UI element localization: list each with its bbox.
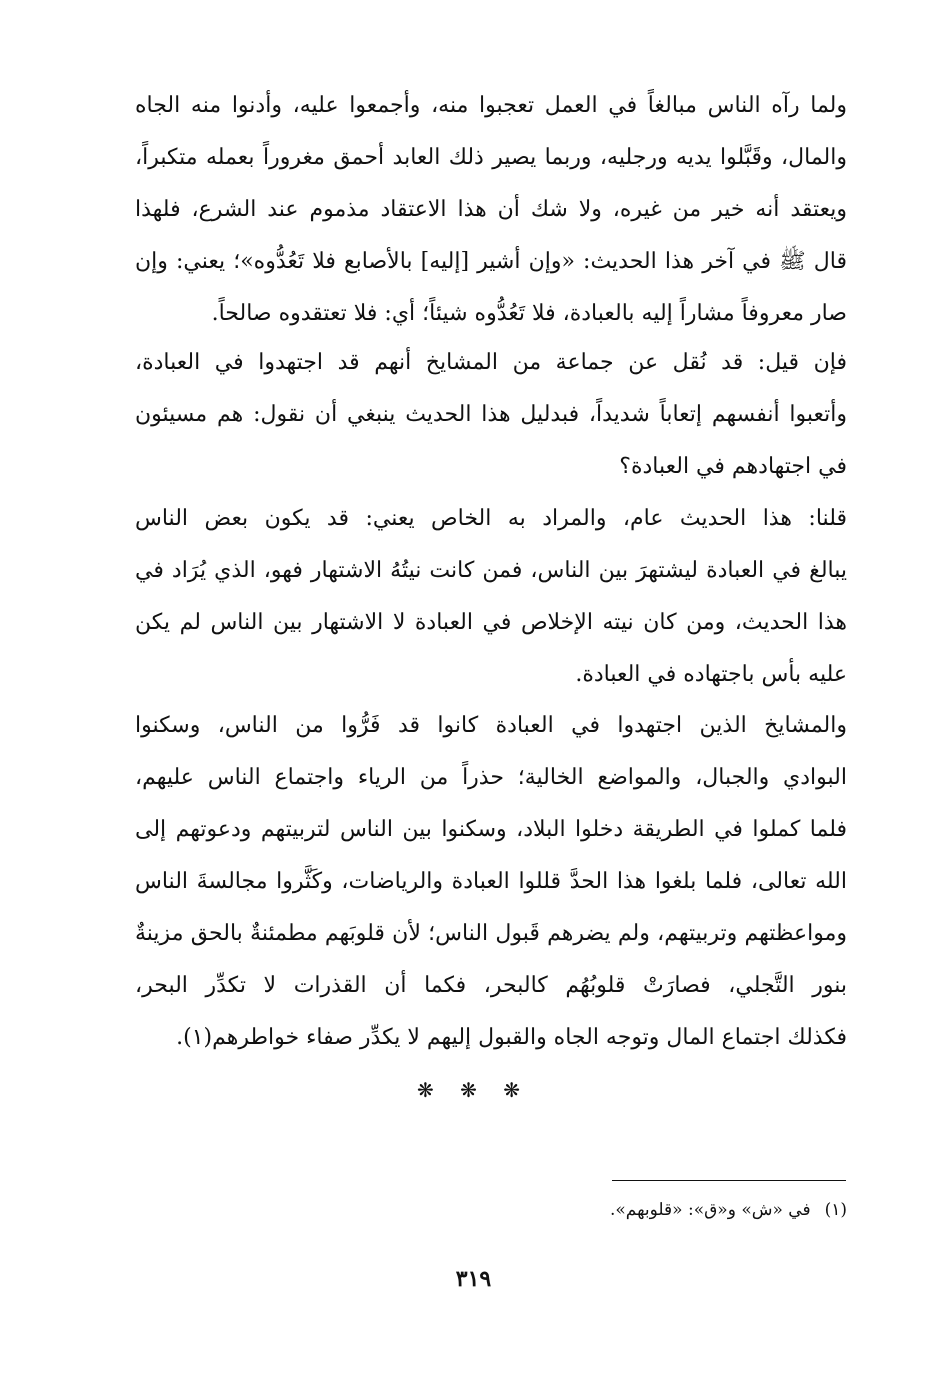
text-line: عليه بأس باجتهاده في العبادة. (575, 662, 847, 687)
text-line: الله تعالى، فلما بلغوا هذا الحدَّ قللوا العبادة والرياضات، وكَثَّروا مجالسةَ الناس (135, 869, 847, 894)
page-number: ٣١٩ (455, 1266, 492, 1292)
text-line: ويعتقد أنه خير من غيره، ولا شك أن هذا الاعتقاد مذموم عند الشرع، فلهذا (135, 197, 847, 222)
text-line: فكذلك اجتماع المال وتوجه الجاه والقبول إليهم لا يكدِّر صفاء خواطرهم(١). (176, 1025, 847, 1050)
paragraph-3 (135, 493, 847, 701)
text-line: والمشايخ الذين اجتهدوا في العبادة كانوا قد فَرُّوا من الناس، وسكنوا (135, 713, 847, 738)
footnote-text: في «ش» و«ق»: «قلوبهم». (609, 1200, 811, 1220)
text-line: البوادي والجبال، والمواضع الخالية؛ حذراً من الرياء واجتماع الناس عليهم، (135, 765, 847, 790)
text-line: والمال، وقَبَّلوا يديه ورجليه، وربما يصير ذلك العابد أحمق مغروراً بعمله متكبراً، (135, 145, 847, 170)
paragraph-1 (135, 80, 847, 340)
text-line: يبالغ في العبادة ليشتهرَ بين الناس، فمن كانت نيتُهُ الاشتهار فهو، الذي يُرَاد في (135, 558, 847, 583)
text-line: في اجتهادهم في العبادة؟ (619, 454, 847, 479)
footnote (135, 1195, 847, 1225)
text-line: هذا الحديث، ومن كان نيته الإخلاص في العبادة لا الاشتهار بين الناس لم يكن (135, 610, 847, 635)
text-line: فلما كملوا في الطريقة دخلوا البلاد، وسكنوا بين الناس لتربيتهم ودعوتهم إلى (135, 817, 847, 842)
text-line: وأتعبوا أنفسهم إتعاباً شديداً، فبدليل هذا الحديث ينبغي أن نقول: هم مسيئون (135, 402, 847, 427)
paragraph-4 (135, 700, 847, 1064)
section-separator-icon: ❋ ❋ ❋ (417, 1078, 530, 1102)
paragraph-2 (135, 337, 847, 493)
footnote-number: (١) (824, 1200, 847, 1220)
footnote-divider (612, 1180, 846, 1181)
text-line: ومواعظتهم وتربيتهم، ولم يضرهم قَبول الناس؛ لأن قلوبَهم مطمئنةٌ بالحق مزينةٌ (135, 921, 847, 946)
text-line: بنور التَّجلي، فصارَتْ قلوبُهُم كالبحر، فكما أن القذرات لا تكدِّر البحر، (135, 973, 847, 998)
text-line: قال ﷺ في آخر هذا الحديث: «وإن أشير [إليه] بالأصابع فلا تَعُدُّوه»؛ يعني: وإن (135, 249, 847, 274)
text-line: قلنا: هذا الحديث عام، والمراد به الخاص يعني: قد يكون بعض الناس (135, 506, 847, 531)
text-line: ولما رآه الناس مبالغاً في العمل تعجبوا منه، وأجمعوا عليه، وأدنوا منه الجاه (135, 93, 847, 118)
text-line: صار معروفاً مشاراً إليه بالعبادة، فلا تَعُدُّوه شيئاً؛ أي: فلا تعتقدوه صالحاً. (211, 301, 847, 326)
text-line: فإن قيل: قد نُقل عن جماعة من المشايخ أنهم قد اجتهدوا في العبادة، (135, 350, 847, 375)
